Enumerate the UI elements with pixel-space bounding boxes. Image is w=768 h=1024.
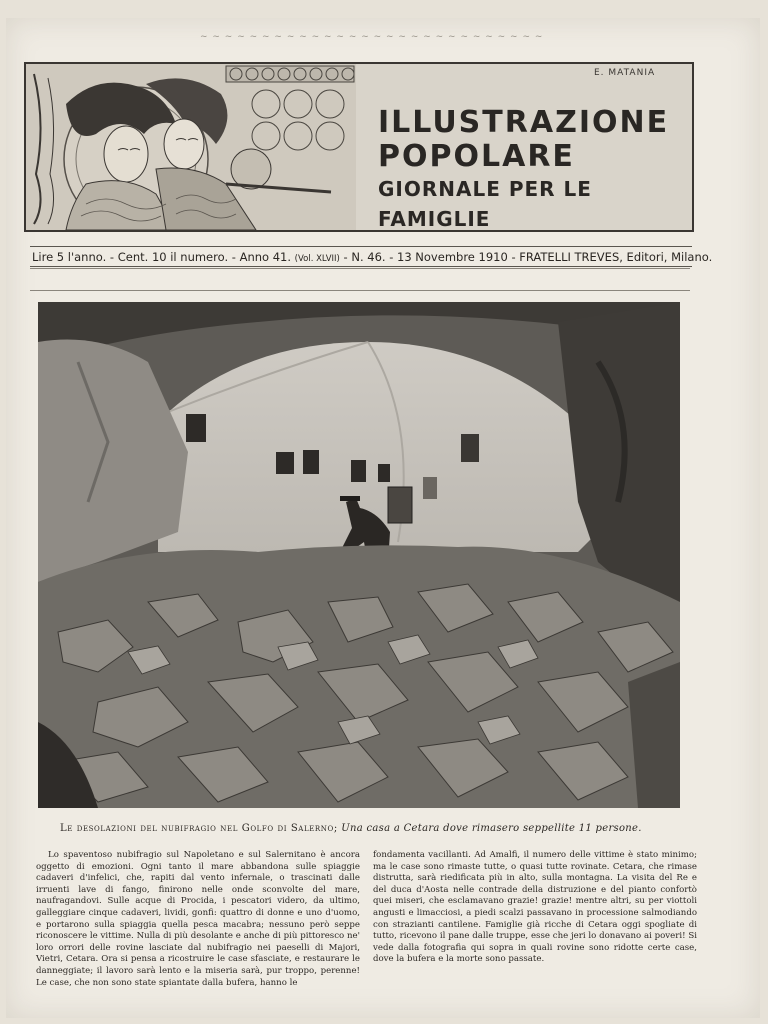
price-issue: - Cent. 10 il numero. bbox=[109, 250, 229, 264]
volume: (Vol. XLVII) bbox=[294, 254, 340, 264]
masthead-title bbox=[378, 106, 694, 232]
publication-line bbox=[30, 246, 713, 267]
title-line-1: ILLUSTRAZIONE bbox=[378, 105, 670, 140]
faded-header-note: ~ ~ ~ ~ ~ ~ ~ ~ ~ ~ ~ ~ ~ ~ ~ ~ ~ ~ ~ ~ ~ ~ ~ ~ ~ ~ ~ ~ bbox=[200, 32, 544, 42]
photo-caption bbox=[60, 823, 700, 834]
price-year: Lire 5 l'anno. bbox=[32, 250, 107, 264]
publisher: - FRATELLI TREVES, Editori, Milano. bbox=[511, 250, 713, 264]
article-left-column: Lo spaventoso nubifragio sul Napoletano e sul Salernitano è ancora oggetto di emozioni. Ogni tanto il mare abbandona sulle spiaggie cadaveri d'infelici, che, rapiti dal vento infernale, o trascinati dalle irruenti lave di fango, finirono nelle onde sconvolte del mare, naufragandovi. Sulle acque di Procida, i pescatori videro, da ultimo, galleggiare cinque cadaveri, lividi, gonfi: quattro di donne e uno d'uomo, e portarono sulla spiaggia quella pesca macabra; nessuno però seppe riconoscere le vittime. Nulla di più desolante e anche di più pittoresco ne' loro orrori delle rovine lasciate dal nubifragio nei paeselli di Majori, Vietri, Cetara. Ora si pensa a ricostruire le case sfasciate, e restaurare le danneggiate; il lavoro sarà lento e la miseria sarà, pur troppo, perenne! Le case, che non sono state spiantate dalla bufera, hanno le bbox=[36, 850, 360, 988]
title-line-3: GIORNALE PER LE FAMIGLIE bbox=[378, 177, 592, 231]
art-nouveau-illustration bbox=[26, 64, 356, 230]
divider bbox=[30, 290, 690, 291]
disaster-photograph bbox=[38, 302, 680, 808]
issue-number: - N. 46. bbox=[343, 250, 386, 264]
artist-signature: E. MATANIA bbox=[594, 68, 656, 78]
anno: - Anno 41. bbox=[231, 250, 291, 264]
ruins-image bbox=[38, 302, 680, 808]
issue-date: - 13 Novembre 1910 bbox=[389, 250, 508, 264]
caption-title: Le desolazioni del nubifragio nel Golfo di Salerno; bbox=[60, 823, 338, 834]
divider bbox=[30, 268, 690, 269]
masthead bbox=[24, 62, 694, 232]
title-line-2: POPOLARE bbox=[378, 139, 575, 174]
caption-text: Una casa a Cetara dove rimasero seppellite 11 persone. bbox=[341, 823, 642, 834]
article-right-column: fondamenta vacillanti. Ad Amalfi, il numero delle vittime è stato minimo; ma le case sono rimaste tutte, o quasi tutte rovinate. Cetara, che rimase distrutta, sarà riedificata più in alto, sulla montagna. La visita del Re e del duca d'Aosta nelle contrade della distruzione e del pianto confortò quei miseri, che esclamavano grazie! grazie! mentre altri, su per viottoli angusti e limacciosi, a piedi scalzi passavano in processione salmodiando con strazianti cantilene. Famiglie già ricche di Cetara oggi spogliate di tutto, ricevono il pane dalle truppe, esse che jeri lo donavano ai poveri! Si vede dalla fotografia qui sopra in quali rovine sono ridotte certe case, dove la bufera e la morte sono passate. bbox=[373, 850, 697, 965]
